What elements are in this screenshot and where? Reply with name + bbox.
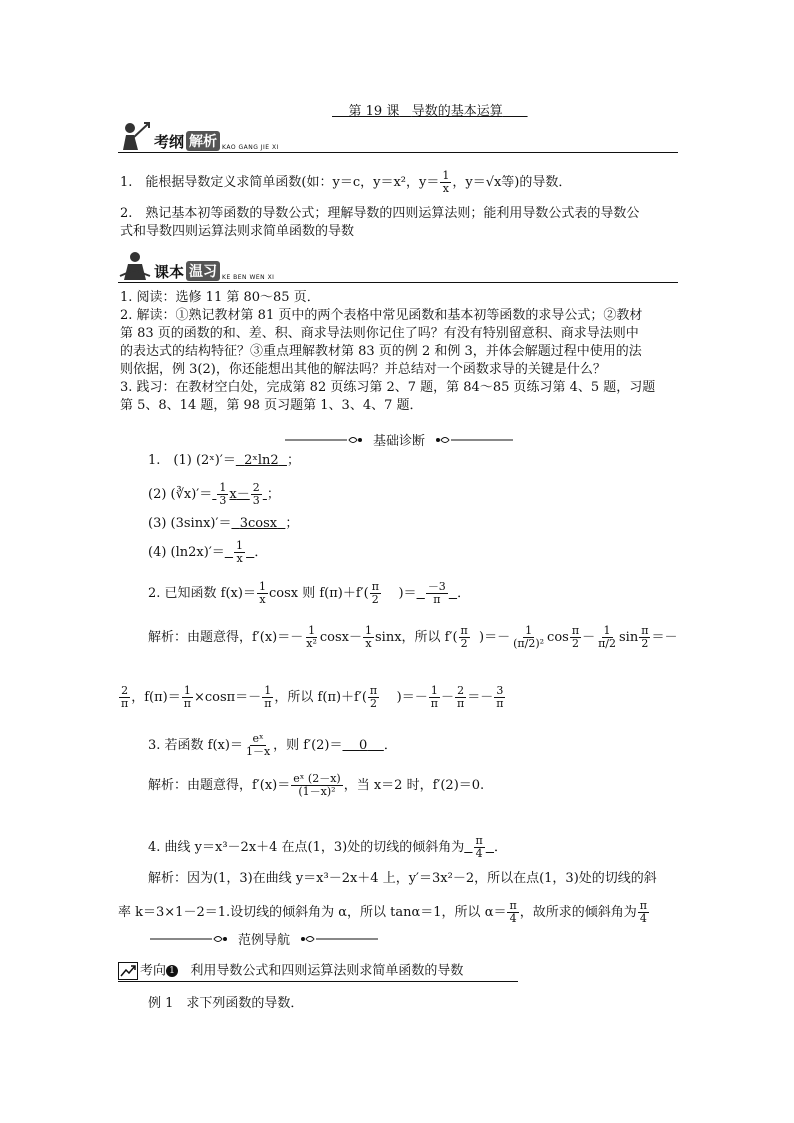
ornament-right-icon	[300, 934, 378, 944]
kb-line-4: 的表达式的结构特征？③重点理解教材第 83 页的例 2 和例 3，并体会解题过程中使用的法	[120, 344, 642, 359]
ornament-left-icon	[285, 435, 363, 445]
page-title: 第 19 课 导数的基本运算	[348, 104, 503, 119]
q3-solution: 解析：由题意得，f′(x)＝ $\frac{\text{eˣ (2－x)}}{\text{(1－x)²}}$ ，当 x＝2 时，f′(2)＝0.	[148, 772, 485, 798]
divider-fanli	[150, 929, 378, 948]
kaoxiang-rule	[118, 981, 518, 982]
kb-line-1: 1. 阅读：选修 11 第 80～85 页．	[120, 290, 320, 305]
kb-line-2: 2. 解读：①熟记教材第 81 页中的两个表格中常见函数和基本初等函数的求导公式；②教材	[120, 308, 643, 323]
section-header-keben	[118, 250, 274, 282]
q4-solution-2: 率 k＝3×1－2＝1.设切线的倾斜角为 α，所以 tanα＝1，所以 α＝ $\frac{\pi}{4}$ ，故所求的倾斜角为 $\frac{\pi}{4}$	[118, 899, 647, 925]
q2-solution-1: 解析：由题意得，f′(x)＝－ $\frac{1}{\text{x²}}$ cosx－ $\frac{1}{x}$ sinx，所以 f′( $\frac{\pi}{2}$ )＝－ $\frac{1}{\text{(π/2)²}}$ cos $\frac{\pi}{2}$ － $\frac{1}{\pi/2}$ sin $\frac{\pi}{2}$ ＝－	[148, 624, 678, 650]
section-title-2: 温习	[186, 261, 220, 281]
kb-line-6: 3. 践习：在教材空白处，完成第 82 页练习第 2、7 题，第 84～85 页练习第 4、5 题，习题	[120, 380, 656, 395]
section-title-2: 解析	[186, 131, 220, 151]
section-header-kaogang	[118, 120, 279, 152]
kg-item-2a: 2. 熟记基本初等函数的导数公式；理解导数的四则运算法则；能利用导数公式表的导数公	[120, 206, 640, 221]
reader-icon	[118, 250, 152, 282]
teacher-icon	[118, 120, 152, 152]
q3-stem: 3. 若函数 f(x)＝ $\frac{\text{eˣ}}{1-x}$ ，则 f′(2)＝ 0 ．	[148, 732, 397, 758]
section-pinyin: KE BEN WEN XI	[222, 273, 275, 281]
q1-part-3: (3) (3sinx)′＝ 3cosx ；	[148, 516, 299, 531]
section-rule	[118, 152, 678, 153]
q1-part-1: 1. (1) (2ˣ)′＝ 2ˣln2 ；	[148, 453, 300, 468]
ornament-left-icon	[150, 934, 228, 944]
kaoxiang-number-badge: 1	[166, 965, 178, 977]
q4-stem: 4. 曲线 y＝x³－2x＋4 在点(1，3)处的切线的倾斜角为 $\frac{\pi}{4}$ ．	[148, 834, 508, 860]
divider-label: 基础诊断	[373, 434, 426, 449]
kaoxiang-heading: 考向 1 利用导数公式和四则运算法则求简单函数的导数	[118, 962, 463, 981]
section-rule	[118, 282, 678, 283]
kb-line-3: 第 83 页的函数的和、差、积、商求导法则你记住了吗？有没有特别留意积、商求导法则中	[120, 326, 639, 341]
q2-stem: 2. 已知函数 f(x)＝ $\frac{1}{x}$ cosx 则 f(π)＋f′( $\frac{\pi}{2}$ )＝ $\frac{-3}{\pi}$ ．	[148, 580, 471, 606]
trend-arrow-icon	[118, 962, 138, 980]
section-pinyin: KAO GANG JIE XI	[222, 143, 279, 151]
q1-part-4: (4) (ln2x)′＝ $\frac{1}{x}$ ．	[148, 539, 268, 565]
kg-item-2b: 式和导数四则运算法则求简单函数的导数	[120, 224, 355, 239]
divider-jichu	[285, 430, 513, 449]
kb-line-7: 第 5、8、14 题，第 98 页习题第 1、3、4、7 题．	[120, 398, 423, 413]
section-title-1: 课本	[154, 262, 185, 281]
divider-label: 范例导航	[238, 933, 291, 948]
example-1: 例 1 求下列函数的导数．	[148, 996, 304, 1011]
q2-solution-2: $\frac{2}{\pi}$ ，f(π)＝ $\frac{1}{\pi}$ ×cosπ＝－ $\frac{1}{\pi}$ ，所以 f(π)＋f′( $\frac{\pi}{2}$ )＝－ $\frac{1}{\pi}$ － $\frac{2}{\pi}$ ＝－ $\frac{3}{\pi}$	[121, 684, 504, 710]
kb-line-5: 则依据，例 3(2)，你还能想出其他的解法吗？并总结对一个函数求导的关键是什么？	[120, 362, 606, 377]
ornament-right-icon	[435, 435, 513, 445]
q4-solution-1: 解析：因为(1，3)在曲线 y＝x³－2x＋4 上，y′＝3x²－2，所以在点(1，3)处的切线的斜	[148, 871, 657, 886]
kg-item-1: 1. 能根据导数定义求简单函数(如：y＝c，y＝x²，y＝ $\frac{1}{x}$ ，y＝√x等)的导数．	[120, 169, 572, 195]
section-title-1: 考纲	[154, 132, 185, 151]
q1-part-2: (2) (∛x)′＝ $\frac{1}{3}$ x－ $\frac{2}{3}$ ；	[148, 481, 280, 507]
